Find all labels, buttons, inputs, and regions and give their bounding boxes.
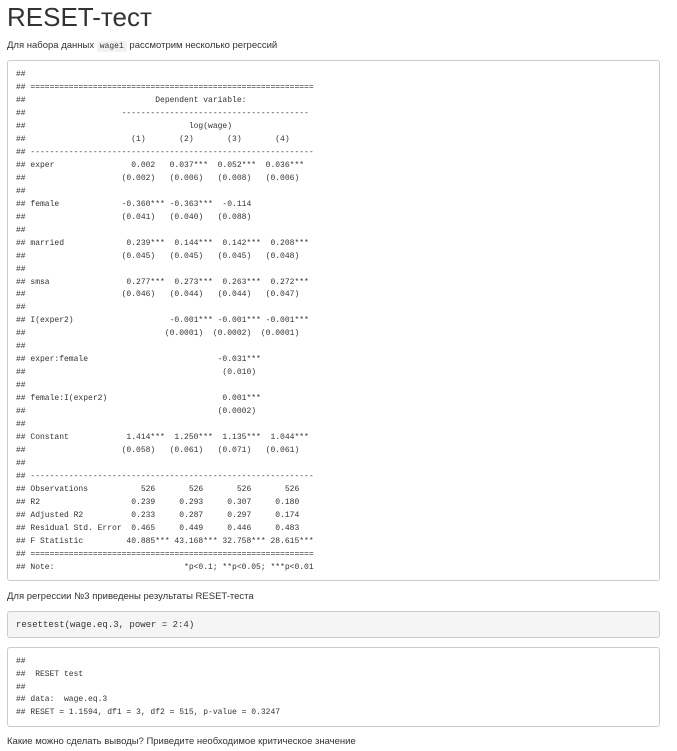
regression-table-line: ## [16,381,26,391]
regression-table-line: ## [16,70,26,79]
regression-table-line: ## log(wage) [16,121,233,131]
regression-table-line: ## Adjusted R2 0.233 0.287 0.297 0.174 [16,510,300,520]
regression-table-line: ## ----------------------------------------------------------- [16,147,314,157]
regression-table-line: ## [16,459,26,469]
intro-text-after: рассмотрим несколько регрессий [126,40,278,51]
regression-table-line: ## [16,303,26,313]
intro-paragraph [7,40,277,53]
regression-table-line: ## [16,264,26,274]
regression-table-line: ## (0.0001) (0.0002) (0.0001) [16,329,300,339]
regression-table-line: ## [16,186,26,196]
reset-code-text: resettest(wage.eq.3, power = 2:4) [16,620,195,630]
regression-table-line: ## =========================================================== [16,82,314,92]
question-paragraph: Какие можно сделать выводы? Приведите необходимое критическое значение [7,736,356,747]
regression-table-line: ## [16,342,26,352]
regression-table-line: ## (0.046) (0.044) (0.044) (0.047) [16,290,300,300]
dataset-name-code: wage1 [97,41,127,52]
regression-table-line: ## (0.041) (0.040) (0.088) [16,212,252,222]
reset-output-line: ## [16,657,26,666]
regression-table-line: ## (0.0002) [16,407,257,417]
regression-table-line: ## female:I(exper2) 0.001*** [16,394,261,404]
regression-table-line: ## smsa 0.277*** 0.273*** 0.263*** 0.272*** [16,277,309,287]
regression-table-line: ## F Statistic 40.885*** 43.168*** 32.758*** 28.615*** [16,536,314,546]
regression-table-line: ## I(exper2) -0.001*** -0.001*** -0.001*** [16,316,309,326]
regression-table-line: ## --------------------------------------- [16,108,309,118]
intro-text-before: Для набора данных [7,40,97,51]
regression-table-line: ## ----------------------------------------------------------- [16,472,314,482]
regression-table-line: ## Note: *p<0.1; **p<0.05; ***p<0.01 [16,562,314,572]
regression-table-line: ## exper:female -0.031*** [16,355,261,365]
regression-table-line: ## (0.058) (0.061) (0.071) (0.061) [16,446,300,456]
regression-table-line: ## (0.010) [16,368,257,378]
regression-table-line: ## [16,225,26,235]
regression-table-line: ## Constant 1.414*** 1.250*** 1.135*** 1.044*** [16,433,309,443]
regression-table-line: ## married 0.239*** 0.144*** 0.142*** 0.208*** [16,238,309,248]
regression-table-line: ## (1) (2) (3) (4) [16,134,290,144]
regression-output-block [7,60,660,581]
regression-table-line: ## (0.045) (0.045) (0.045) (0.048) [16,251,300,261]
regression-table-line: ## =========================================================== [16,549,314,559]
reset-output-line: ## RESET test [16,669,84,679]
reset-output-line: ## [16,682,26,692]
regression-table-line: ## R2 0.239 0.293 0.307 0.180 [16,497,300,507]
reset-output-line: ## RESET = 1.1594, df1 = 3, df2 = 515, p-value = 0.3247 [16,708,281,718]
regression-table-line: ## Residual Std. Error 0.465 0.449 0.446 0.483 [16,523,300,533]
regression-table-line: ## (0.002) (0.006) (0.008) (0.006) [16,173,300,183]
reset-output-line: ## data: wage.eq.3 [16,695,108,705]
regression-table-line: ## [16,420,26,430]
regression-table-line: ## exper 0.002 0.037*** 0.052*** 0.036*** [16,160,305,170]
page-title: RESET-тест [7,2,152,32]
reset-intro-paragraph: Для регрессии №3 приведены результаты RESET-теста [7,591,254,602]
regression-table-line: ## Observations 526 526 526 526 [16,485,300,494]
regression-table-line: ## Dependent variable: [16,95,247,105]
reset-output-block [7,647,660,727]
reset-code-block [7,611,660,638]
regression-table-line: ## female -0.360*** -0.363*** -0.114 [16,199,252,209]
